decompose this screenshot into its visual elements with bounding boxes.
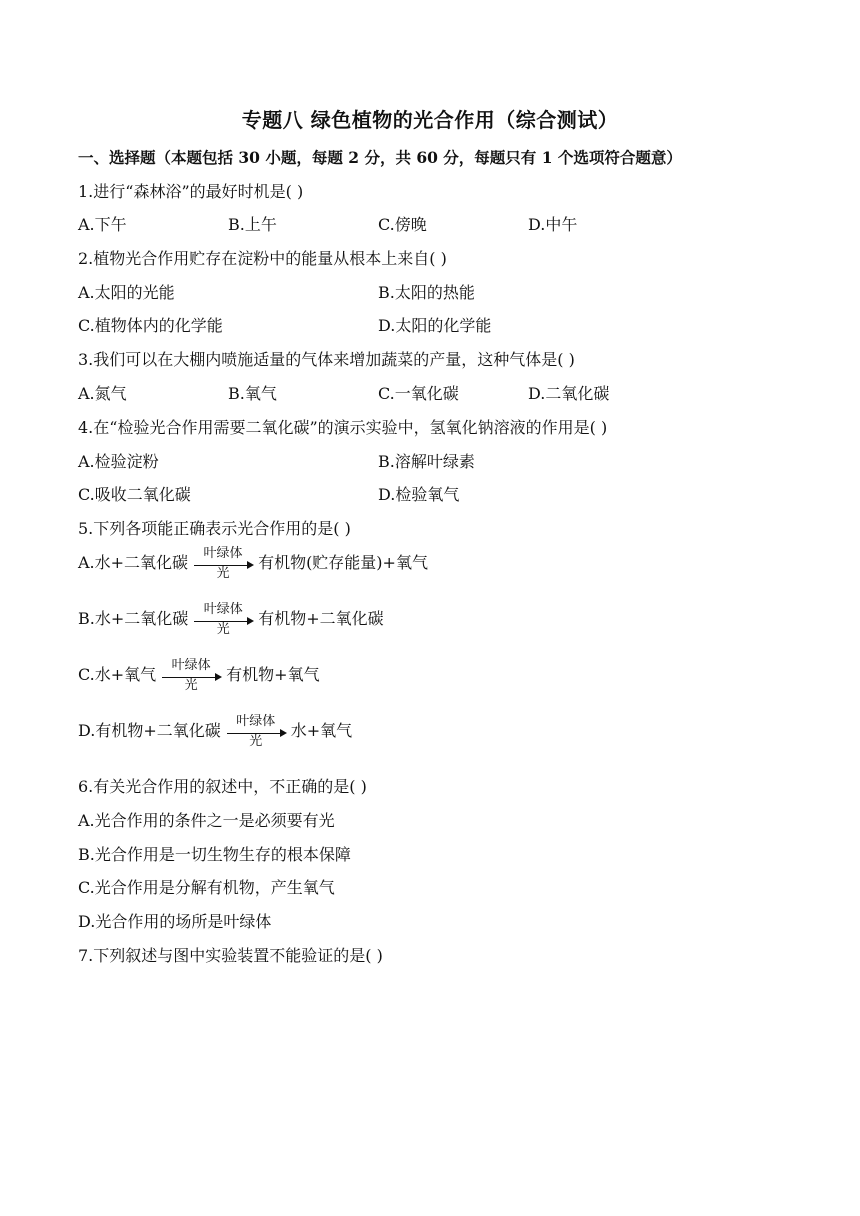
question-2-option-d: D.太阳的化学能 bbox=[378, 316, 492, 335]
arrow-condition-chloroplast: 叶绿体 bbox=[203, 546, 243, 561]
question-6-option-c: C.光合作用是分解有机物，产生氧气 bbox=[78, 878, 335, 897]
question-3-option-a: A.氮气 bbox=[78, 384, 127, 403]
question-4-stem: 4.在“检验光合作用需要二氧化碳”的演示实验中，氢氧化钠溶液的作用是( ) bbox=[78, 418, 608, 437]
arrow-condition-light: 光 bbox=[249, 734, 263, 749]
question-6-stem: 6.有关光合作用的叙述中，不正确的是( ) bbox=[78, 777, 367, 796]
arrow-condition-light: 光 bbox=[216, 566, 230, 581]
question-1-option-a: A.下午 bbox=[78, 215, 127, 234]
page-title: 专题八 绿色植物的光合作用（综合测试） bbox=[241, 108, 619, 132]
equation-products: 有机物+氧气 bbox=[226, 665, 320, 684]
question-5-option-a bbox=[78, 546, 428, 591]
question-1-option-d: D.中午 bbox=[528, 215, 578, 234]
question-3-stem: 3.我们可以在大棚内喷施适量的气体来增加蔬菜的产量，这种气体是( ) bbox=[78, 350, 575, 369]
equation-reactants: B.水+二氧化碳 bbox=[78, 609, 189, 628]
question-4-option-a: A.检验淀粉 bbox=[78, 452, 159, 471]
question-3-option-d: D.二氧化碳 bbox=[528, 384, 610, 403]
question-2-option-a: A.太阳的光能 bbox=[78, 283, 175, 302]
arrow-condition-light: 光 bbox=[184, 678, 198, 693]
equation-products: 有机物(贮存能量)+氧气 bbox=[258, 553, 428, 572]
section-heading: 一、选择题（本题包括 30 小题，每题 2 分，共 60 分，每题只有 1 个选项符合题意） bbox=[78, 148, 682, 167]
reaction-arrow-icon bbox=[190, 547, 256, 585]
equation-reactants: C.水+氧气 bbox=[78, 665, 157, 684]
arrow-condition-light: 光 bbox=[216, 622, 230, 637]
question-1-stem: 1.进行“森林浴”的最好时机是( ) bbox=[78, 182, 304, 201]
equation-products: 水+氧气 bbox=[290, 721, 353, 740]
question-3-option-c: C.一氧化碳 bbox=[378, 384, 459, 403]
question-5-option-d bbox=[78, 714, 353, 759]
question-4-option-b: B.溶解叶绿素 bbox=[378, 452, 475, 471]
question-5-option-b bbox=[78, 602, 384, 647]
question-4-option-d: D.检验氧气 bbox=[378, 485, 460, 504]
question-7-stem: 7.下列叙述与图中实验装置不能验证的是( ) bbox=[78, 946, 383, 965]
question-6-option-d: D.光合作用的场所是叶绿体 bbox=[78, 912, 272, 931]
question-5-stem: 5.下列各项能正确表示光合作用的是( ) bbox=[78, 519, 351, 538]
equation-reactants: A.水+二氧化碳 bbox=[78, 553, 189, 572]
question-2-option-b: B.太阳的热能 bbox=[378, 283, 475, 302]
reaction-arrow-icon bbox=[190, 603, 256, 641]
reaction-arrow-icon bbox=[223, 715, 289, 753]
question-2-option-c: C.植物体内的化学能 bbox=[78, 316, 223, 335]
question-1-option-c: C.傍晚 bbox=[378, 215, 427, 234]
question-2-stem: 2.植物光合作用贮存在淀粉中的能量从根本上来自( ) bbox=[78, 249, 447, 268]
question-5-option-c bbox=[78, 658, 320, 703]
question-3-option-b: B.氧气 bbox=[228, 384, 277, 403]
question-6-option-b: B.光合作用是一切生物生存的根本保障 bbox=[78, 845, 351, 864]
arrow-condition-chloroplast: 叶绿体 bbox=[203, 602, 243, 617]
arrow-condition-chloroplast: 叶绿体 bbox=[171, 658, 211, 673]
question-6-option-a: A.光合作用的条件之一是必须要有光 bbox=[78, 811, 335, 830]
question-4-option-c: C.吸收二氧化碳 bbox=[78, 485, 191, 504]
arrow-condition-chloroplast: 叶绿体 bbox=[236, 714, 276, 729]
equation-reactants: D.有机物+二氧化碳 bbox=[78, 721, 221, 740]
equation-products: 有机物+二氧化碳 bbox=[258, 609, 384, 628]
reaction-arrow-icon bbox=[158, 659, 224, 697]
question-1-option-b: B.上午 bbox=[228, 215, 277, 234]
